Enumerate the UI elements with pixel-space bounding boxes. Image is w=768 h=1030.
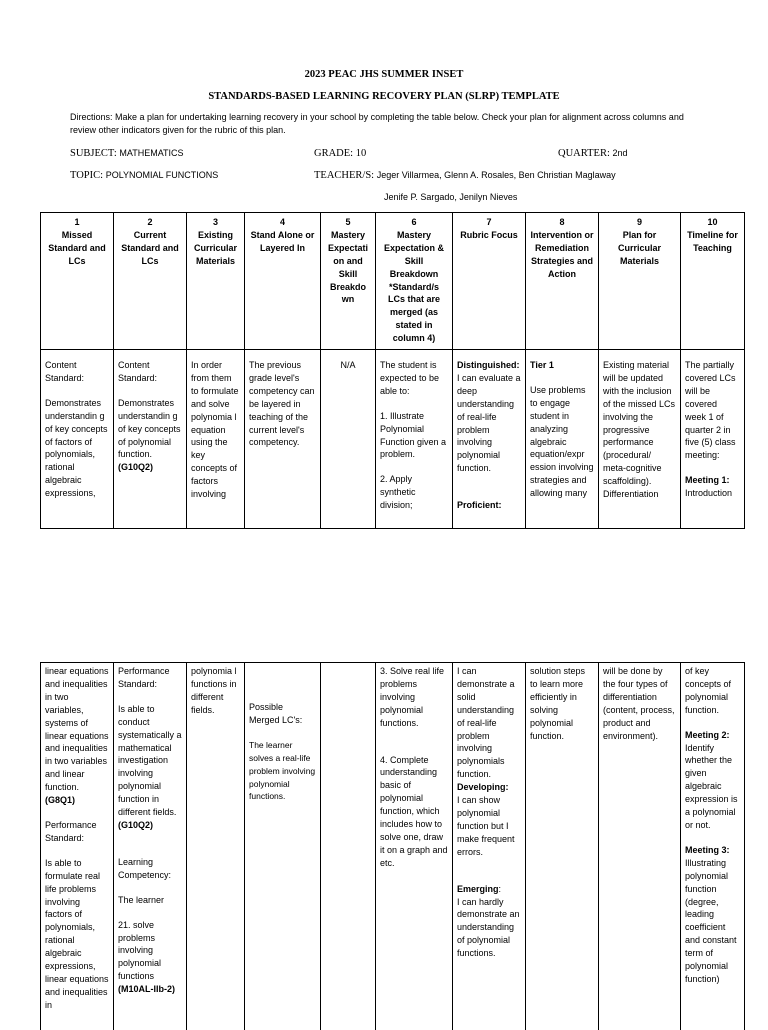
intervention-cell: solution steps to learn more efficiently in solving polynomial function.	[526, 663, 599, 1030]
header-cell: 8 Intervention or Remediation Strategies and Action	[526, 213, 599, 350]
slrp-table-page1	[40, 212, 745, 529]
subject-label: SUBJECT:	[70, 148, 117, 159]
timeline-cell: of key concepts of polynomial function. Meeting 2: Identify whether the given algebraic expression is a polynomial or not. Meeting 3: Illustrating polynomial function (degree, leading coefficient and constant term of polynomial function)	[681, 663, 745, 1030]
teachers-line1: Jeger Villarmea, Glenn A. Rosales, Ben Christian Maglaway	[377, 170, 616, 180]
timeline-cell: The partially covered LCs will be covered week 1 of quarter 2 in five (5) class meeting: Meeting 1: Introduction	[681, 350, 745, 529]
table-row	[41, 663, 745, 1030]
stand-alone-cell: The previous grade level's competency can be layered in teaching of the current level's competency.	[245, 350, 321, 529]
topic-label: TOPIC:	[70, 170, 103, 181]
existing-materials-cell: polynomia l functions in different fields.	[187, 663, 245, 1030]
subject-field	[70, 148, 184, 159]
merged-standards-cell: 3. Solve real life problems involving polynomial functions. 4. Complete understanding basic of polynomial function, which includes how to solve one, draw it on a graph and etc.	[376, 663, 453, 1030]
mastery-expectation-cell	[321, 663, 376, 1030]
table-row	[41, 350, 745, 529]
mastery-expectation-cell: N/A	[321, 350, 376, 529]
missed-standard-cell: Content Standard: Demonstrates understandin g of key concepts of factors of polynomials, rational algebraic expressions,	[41, 350, 114, 529]
quarter-label: QUARTER:	[558, 148, 610, 159]
teachers-label: TEACHER/S:	[314, 170, 374, 181]
header-cell: 10 Timeline for Teaching	[681, 213, 745, 350]
topic-field	[70, 170, 218, 181]
header-cell: 2 Current Standard and LCs	[114, 213, 187, 350]
grade-label: GRADE:	[314, 148, 353, 159]
intervention-cell: Tier 1 Use problems to engage student in analyzing algebraic equation/expr ession involving strategies and allowing many	[526, 350, 599, 529]
header-cell: 6 Mastery Expectation & Skill Breakdown *Standard/s LCs that are merged (as stated in column 4)	[376, 213, 453, 350]
merged-standards-cell: The student is expected to be able to: 1. Illustrate Polynomial Function given a problem. 2. Apply synthetic division;	[376, 350, 453, 529]
header-cell: 7 Rubric Focus	[453, 213, 526, 350]
current-standard-cell: Performance Standard: Is able to conduct systematically a mathematical investigation involving polynomial function in different fields. (G10Q2) Learning Competency: The learner 21. solve problems involving polynomial functions (M10AL-IIb-2)	[114, 663, 187, 1030]
rubric-focus-cell: I can demonstrate a solid understanding of real-life problem involving polynomials function. Developing: I can show polynomial function but I make frequent errors. Emerging: I can hardly demonstrate an understanding of polynomial functions.	[453, 663, 526, 1030]
header-cell: 1 Missed Standard and LCs	[41, 213, 114, 350]
subject-value: MATHEMATICS	[119, 148, 183, 158]
stand-alone-cell: Possible Merged LC's: The learner solves a real-life problem involving polynomial functions.	[245, 663, 321, 1030]
header-cell: 4 Stand Alone or Layered In	[245, 213, 321, 350]
document-subtitle: STANDARDS-BASED LEARNING RECOVERY PLAN (SLRP) TEMPLATE	[0, 91, 768, 102]
plan-materials-cell: will be done by the four types of differentiation (content, process, product and environment).	[599, 663, 681, 1030]
current-standard-cell: Content Standard: Demonstrates understandin g of key concepts of polynomial function. (G10Q2)	[114, 350, 187, 529]
rubric-focus-cell: Distinguished: I can evaluate a deep understanding of real-life problem involving polynomial function. Proficient:	[453, 350, 526, 529]
directions-text: Directions: Make a plan for undertaking learning recovery in your school by completing the table below. Check your plan for alignment across columns and review other indicators given for the rubric of this plan.	[70, 111, 710, 137]
header-cell: 5 Mastery Expectati on and Skill Breakdo wn	[321, 213, 376, 350]
header-cell: 9 Plan for Curricular Materials	[599, 213, 681, 350]
header-cell: 3 Existing Curricular Materials	[187, 213, 245, 350]
topic-value: POLYNOMIAL FUNCTIONS	[106, 170, 219, 180]
quarter-field	[558, 148, 628, 159]
missed-standard-cell: linear equations and inequalities in two variables, systems of linear equations and inequalities in two variables and linear function. (G8Q1) Performance Standard: Is able to formulate real life problems involving factors of polynomials, rational algebraic expressions, linear equations and inequalities in	[41, 663, 114, 1030]
table-header-row	[41, 213, 745, 350]
teachers-field	[314, 170, 616, 181]
quarter-value: 2nd	[613, 148, 628, 158]
document-title: 2023 PEAC JHS SUMMER INSET	[0, 69, 768, 80]
plan-materials-cell: Existing material will be updated with the inclusion of the missed LCs involving the progressive performance (procedural/ meta-cognitive scaffolding). Differentiation	[599, 350, 681, 529]
teachers-line2: Jenife P. Sargado, Jenilyn Nieves	[384, 192, 517, 202]
existing-materials-cell: In order from them to formulate and solve polynomia l equation using the key concepts of factors involving	[187, 350, 245, 529]
grade-field	[314, 148, 366, 159]
slrp-table-page2	[40, 662, 745, 1030]
grade-value: 10	[356, 148, 367, 159]
